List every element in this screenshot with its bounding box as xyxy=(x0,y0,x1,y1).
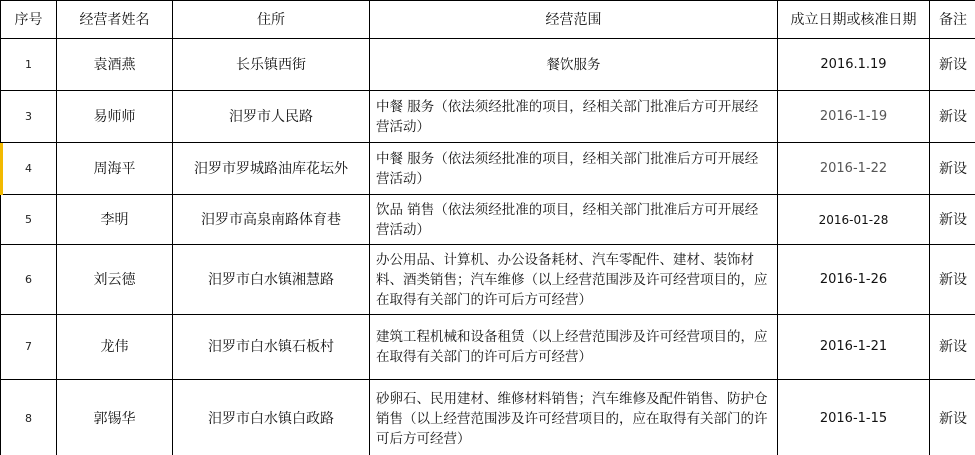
cell-remark[interactable]: 新设 xyxy=(930,245,975,315)
cell-date[interactable]: 2016-1-15 xyxy=(778,380,930,455)
cell-date[interactable]: 2016.1.19 xyxy=(778,39,930,91)
cell-name[interactable]: 刘云德 xyxy=(57,245,173,315)
table-row xyxy=(1,195,975,245)
cell-address[interactable]: 汨罗市白水镇湘慧路 xyxy=(173,245,370,315)
header-name[interactable]: 经营者姓名 xyxy=(57,1,173,39)
cell-scope[interactable] xyxy=(370,39,778,91)
header-scope[interactable]: 经营范围 xyxy=(370,1,778,39)
cell-remark[interactable]: 新设 xyxy=(930,315,975,380)
cell-scope[interactable] xyxy=(370,315,778,380)
cell-scope-text: 建筑工程机械和设备租赁（以上经营范围涉及许可经营项目的，应在取得有关部门的许可后方可经营） xyxy=(376,329,768,365)
cell-address[interactable]: 汨罗市白水镇石板村 xyxy=(173,315,370,380)
cell-seq[interactable]: 7 xyxy=(1,315,57,380)
cell-date[interactable]: 2016-1-22 xyxy=(778,143,930,195)
active-row-marker xyxy=(0,143,3,195)
cell-seq[interactable]: 3 xyxy=(1,91,57,143)
table-row xyxy=(1,39,975,91)
table-row xyxy=(1,91,975,143)
cell-seq[interactable]: 1 xyxy=(1,39,57,91)
cell-name[interactable]: 袁酒燕 xyxy=(57,39,173,91)
cell-scope-text: 中餐 服务（依法须经批准的项目，经相关部门批准后方可开展经营活动） xyxy=(376,150,759,187)
cell-name[interactable]: 郭锡华 xyxy=(57,380,173,455)
cell-remark[interactable]: 新设 xyxy=(930,195,975,245)
header-address[interactable]: 住所 xyxy=(173,1,370,39)
cell-seq[interactable]: 4 xyxy=(1,143,57,195)
cell-scope-text: 办公用品、计算机、办公设备耗材、汽车零配件、建材、装饰材料、酒类销售；汽车维修（以上经营范围涉及许可经营项目的，应在取得有关部门的许可后方可经营） xyxy=(376,251,768,308)
cell-date[interactable]: 2016-1-21 xyxy=(778,315,930,380)
header-seq[interactable]: 序号 xyxy=(1,1,57,39)
cell-address[interactable]: 汨罗市人民路 xyxy=(173,91,370,143)
cell-date[interactable]: 2016-1-19 xyxy=(778,91,930,143)
cell-remark[interactable]: 新设 xyxy=(930,39,975,91)
header-row xyxy=(1,1,975,39)
cell-scope-text: 饮品 销售（依法须经批准的项目，经相关部门批准后方可开展经营活动） xyxy=(376,201,759,238)
cell-name[interactable]: 龙伟 xyxy=(57,315,173,380)
cell-address[interactable]: 长乐镇西街 xyxy=(173,39,370,91)
cell-seq[interactable]: 8 xyxy=(1,380,57,455)
cell-date[interactable]: 2016-1-26 xyxy=(778,245,930,315)
cell-scope-text: 餐饮服务 xyxy=(546,56,601,73)
header-remark[interactable]: 备注 xyxy=(930,1,975,39)
cell-scope[interactable] xyxy=(370,380,778,455)
table-row xyxy=(1,245,975,315)
cell-scope[interactable] xyxy=(370,195,778,245)
cell-remark[interactable]: 新设 xyxy=(930,91,975,143)
cell-name[interactable]: 易师师 xyxy=(57,91,173,143)
cell-name[interactable]: 李明 xyxy=(57,195,173,245)
cell-remark[interactable]: 新设 xyxy=(930,143,975,195)
cell-address[interactable]: 汨罗市高泉南路体育巷 xyxy=(173,195,370,245)
cell-scope[interactable] xyxy=(370,143,778,195)
cell-seq[interactable]: 5 xyxy=(1,195,57,245)
cell-date[interactable]: 2016-01-28 xyxy=(778,195,930,245)
cell-scope[interactable] xyxy=(370,91,778,143)
header-date[interactable]: 成立日期或核准日期 xyxy=(778,1,930,39)
cell-remark[interactable]: 新设 xyxy=(930,380,975,455)
cell-address[interactable]: 汨罗市罗城路油库花坛外 xyxy=(173,143,370,195)
cell-scope-text: 中餐 服务（依法须经批准的项目，经相关部门批准后方可开展经营活动） xyxy=(376,98,759,135)
table-row xyxy=(1,315,975,380)
cell-scope[interactable] xyxy=(370,245,778,315)
table-row xyxy=(1,143,975,195)
cell-seq[interactable]: 6 xyxy=(1,245,57,315)
cell-name[interactable]: 周海平 xyxy=(57,143,173,195)
table-row xyxy=(1,380,975,455)
cell-scope-text: 砂卵石、民用建材、维修材料销售；汽车维修及配件销售、防护仓销售（以上经营范围涉及许可经营项目的，应在取得有关部门的许可后方可经营） xyxy=(376,390,768,447)
cell-address[interactable]: 汨罗市白水镇白政路 xyxy=(173,380,370,455)
